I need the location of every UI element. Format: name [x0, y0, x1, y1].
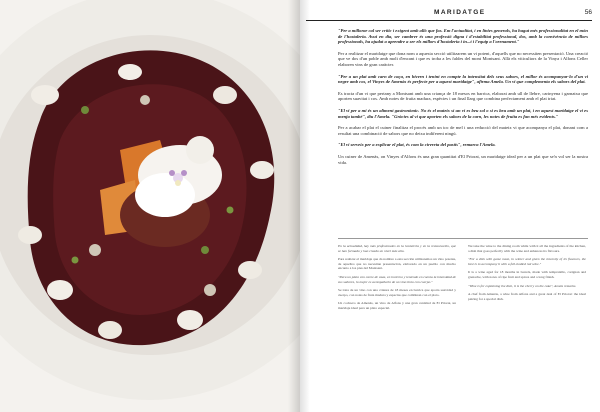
right-page: [300, 0, 600, 412]
pull-quote-paragraph: "El vi serveix per a explicar el plat, és com la cirereta del pastís", remarca l'Amela.: [338, 142, 496, 148]
page-number: 56: [584, 9, 592, 16]
body-paragraph: It is a wine aged for 18 months in barrels, made with tempranillo, carignan and grenache, with notes of ripe fruit and spices and a long finish.: [468, 270, 586, 279]
body-paragraph: Per a acabar el plat el cuiner finalitza el procés amb un toc de mel i una reducció del mateix vi que acompanya el plat, donant com a resultat una combinació de sabors que no deixa indiferent ningú.: [338, 125, 588, 136]
body-paragraph: Un cocinero de Amenàs, un vino de Alfons y una gran cantidad de El Priorat, un maridaje ideal para un plato especial.: [338, 301, 456, 310]
article-body: [338, 28, 588, 171]
spanish-translation: [338, 244, 456, 315]
body-paragraph: Un cuiner de Amenàs, on Vinyes d'Alfons és una gran quantitat d'El Priorat, un maridatge ideal per a un plat que se'n vol ser la nostra vida.: [338, 153, 588, 165]
body-paragraph: Para realizar el maridaje que da nombre a esta sección utilizaremos un vino potente, de aquellos que no necesitan presentación, elaborado en un pueblo con mucho encanto a los pies del Montsant.: [338, 257, 456, 271]
herb: [81, 106, 89, 114]
body-paragraph: Es tracta d'un vi que pertany a Montsant amb una criança de 18 mesos en barrica, elaborat amb ull de llebre, carinyena i garnatxa que aporten suavitat i cos. Amb notes de fruita madura, espècies i un final llarg que combina perfectament amb el plat triat.: [338, 90, 588, 102]
pull-quote-paragraph: "Per a millorar cal ser crític i exigent amb allò que fas. Em l'actualitat, i en línies generals, ha hagut més professionalitat en el món de l'hostaleria. Avui en dia, ser cambrer és una professió digna i d'estabilitat professional, dos, amb la convivència de millors professionals, ha ajudat a aprendre a ser els millors d'hostaleria i in...t i l'equip a l'orenament.": [338, 28, 588, 45]
onion-piece: [31, 85, 59, 105]
pull-quote-paragraph: "For a dish with game meat, in winter and given the intensity of its flavours, the best is to accompany it with a full-bodied red wine.": [468, 257, 586, 266]
pull-quote-paragraph: En la actualidad, hay más profesionales en la hostelería y en la restauración, que se han formado y han creado un nivel más alto.: [338, 244, 456, 253]
translation-divider: [338, 238, 588, 239]
body-paragraph: Per a realitzar el maridatge que dona nom a aquesta secció utilitzarem un vi potent, d'aquells que no necessiten presentació. Una creació que ve dos d'un poble amb molt d'encant i que es troba a les faldes del mont Montsant. Allà els viticultors de la Vinya i Alfons Celler elaboren vins de gran caràcter.: [338, 50, 588, 67]
pull-quote-paragraph: "Wine is for explaining the dish, it is the cherry on the cake", Amela remarks.: [468, 283, 577, 288]
running-header: [306, 10, 592, 21]
body-paragraph: We take the wine to the dining room while with it all the ingredients of the kitchen, a dish that goes perfectly with the wine and enhances its flavours.: [468, 244, 586, 253]
pull-quote-paragraph: "Per a un plat amb carn de caça, en hivern i tenint en compte la intensitat dels seus sabors, el millor és acompanyar-lo d'un vi negre amb cos, el Vinyes de Amenàs és perfecte per a aquest maridatge", afirma Amela. Un vi que complementa els sabors del plat.: [338, 73, 588, 85]
mushroom: [89, 244, 101, 256]
body-paragraph: Se trata de un vino con una crianza de 18 meses en barrica que aporta suavidad y cuerpo, con notas de fruta madura y especias que combinan con el plato.: [338, 288, 456, 297]
pull-quote-paragraph: "El vi per a mi és un aliment gastronòmic. No és el mateix si un vi es beu sol o si es beu amb un plat, i en aquest maridatge el vi es menja també", diu l'Amela. "Gràcies al vi que aporten els sabors de la carn, les notes de fruita es fan més evidents.": [338, 107, 588, 119]
gutter-shadow: [288, 0, 300, 412]
pull-quote-paragraph: "Para un plato con carne de caza, en invierno y teniendo en cuenta la intensidad de sus sabores, lo mejor es acompañarlo de un vino tinto con cuerpo.": [338, 274, 456, 284]
english-translation: [468, 244, 586, 305]
section-name: MARIDATGE: [434, 9, 486, 16]
body-paragraph: A chef from Amenàs, a wine from Alfons and a great deal of El Priorat: the ideal pairing for a special dish.: [468, 292, 586, 301]
